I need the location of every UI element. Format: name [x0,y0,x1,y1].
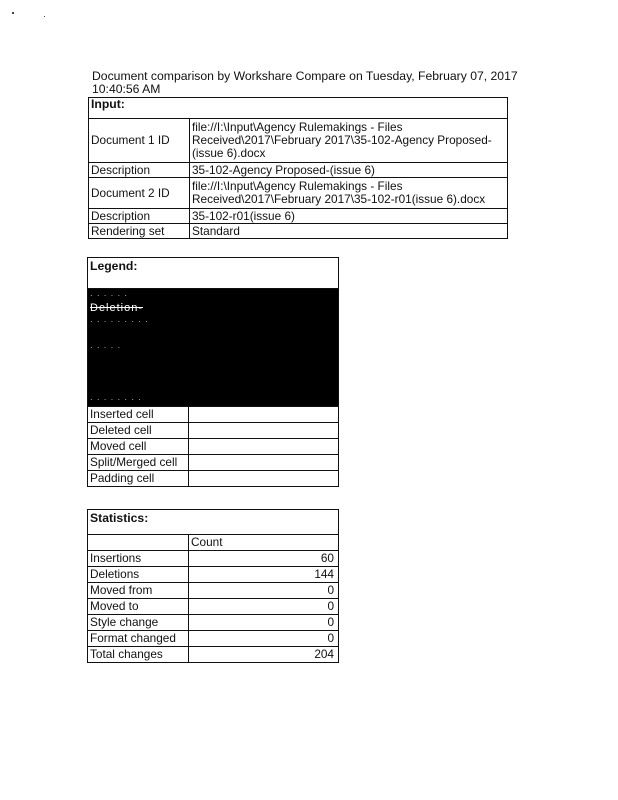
legend-style-samples [88,289,339,407]
statistics-table [87,509,339,663]
legend-sample-line: · · · · · · · · · [90,317,149,326]
legend-deletion: Deletion- [90,302,144,314]
legend-cell-label: Split/Merged cell [88,455,189,471]
scan-speck [12,12,14,14]
comparison-header [92,70,532,96]
legend-sample-line [88,328,338,341]
stat-label: Moved to [88,599,189,615]
stat-count: 0 [189,615,339,631]
table-row [89,178,508,209]
scan-speck [44,16,45,17]
table-row [88,647,339,663]
legend-sample-line [88,354,338,367]
legend-sample-line: · · · · · [90,343,122,352]
table-row [89,209,508,224]
row-label: Document 2 ID [89,178,190,209]
row-value: Standard [190,224,508,239]
table-row [88,423,339,439]
stat-label: Format changed [88,631,189,647]
table-row [88,455,339,471]
row-label: Rendering set [89,224,190,239]
table-row [88,439,339,455]
table-row [89,119,508,163]
legend-sample-line [88,367,338,380]
count-header: Count [189,535,339,551]
table-row [88,631,339,647]
legend-cell-swatch [189,439,339,455]
row-value: file://I:\Input\Agency Rulemakings - Files Received\2017\February 2017\35-102-Agency Proposed-(issue 6).docx [190,119,508,163]
legend-cell-swatch [189,455,339,471]
legend-cell-swatch [189,471,339,487]
stat-count: 204 [189,647,339,663]
table-row [88,535,339,551]
table-row [88,471,339,487]
legend-sample-line [88,380,338,393]
legend-cell-label: Deleted cell [88,423,189,439]
table-row [88,599,339,615]
row-label: Document 1 ID [89,119,190,163]
table-row [88,407,339,423]
input-title: Input: [89,98,508,119]
stats-header-blank [88,535,189,551]
row-value: 35-102-Agency Proposed-(issue 6) [190,163,508,178]
legend-cell-label: Moved cell [88,439,189,455]
stat-label: Deletions [88,567,189,583]
table-row [88,615,339,631]
table-row [88,567,339,583]
stat-count: 0 [189,599,339,615]
row-value: file://I:\Input\Agency Rulemakings - Files Received\2017\February 2017\35-102-r01(issue 6).docx [190,178,508,209]
stat-count: 144 [189,567,339,583]
header-line-2: 10:40:56 AM [92,82,161,96]
legend-cell-label: Inserted cell [88,407,189,423]
statistics-title: Statistics: [88,510,339,535]
stat-count: 0 [189,631,339,647]
legend-table [87,257,339,487]
row-label: Description [89,209,190,224]
stat-label: Total changes [88,647,189,663]
legend-sample-line: · · · · · · [90,291,129,300]
legend-cell-swatch [189,423,339,439]
input-table [88,97,508,239]
legend-cell-swatch [189,407,339,423]
table-row [88,583,339,599]
legend-title: Legend: [88,258,339,289]
stat-label: Insertions [88,551,189,567]
row-label: Description [89,163,190,178]
legend-cell-label: Padding cell [88,471,189,487]
row-value: 35-102-r01(issue 6) [190,209,508,224]
table-row [89,163,508,178]
legend-sample-line: · · · · · · · · [90,395,142,404]
stat-count: 60 [189,551,339,567]
stat-label: Style change [88,615,189,631]
stat-count: 0 [189,583,339,599]
stat-label: Moved from [88,583,189,599]
table-row [89,224,508,239]
table-row [88,551,339,567]
header-line-1: Document comparison by Workshare Compare on Tuesday, February 07, 2017 [92,69,518,83]
